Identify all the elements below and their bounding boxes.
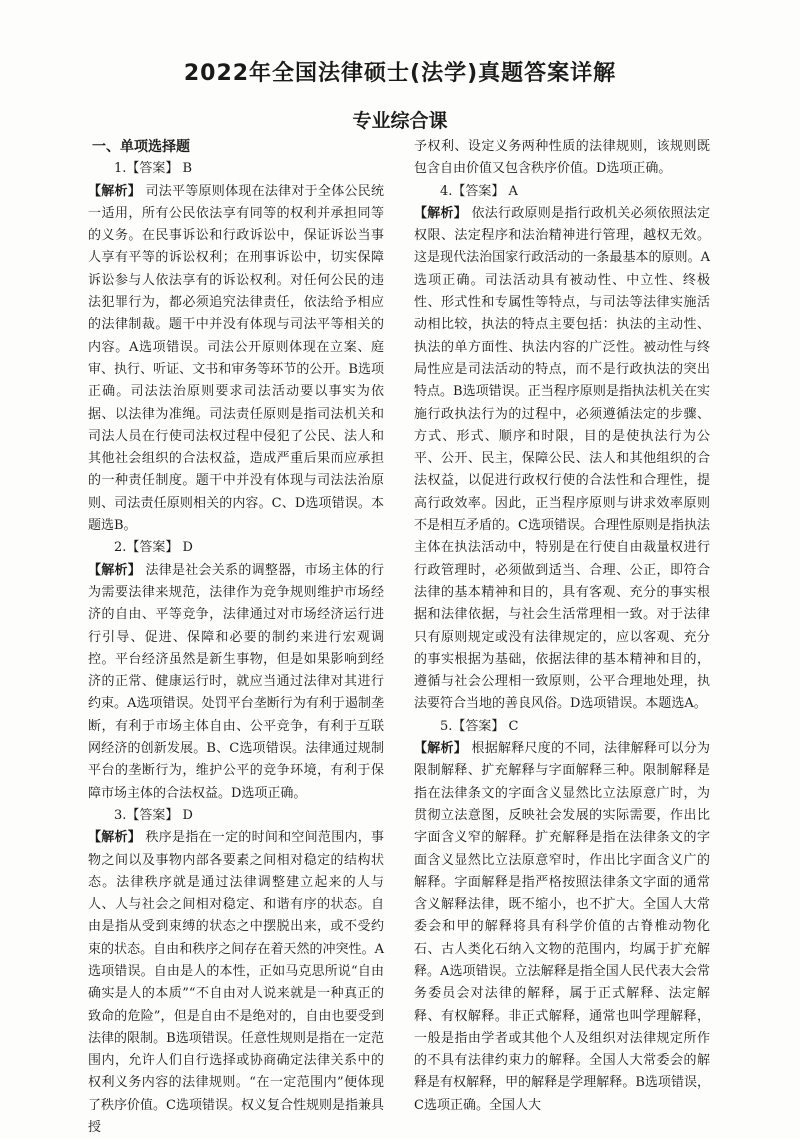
q3-analysis xyxy=(88,827,384,1139)
section-heading: 一、单项选择题 xyxy=(92,139,190,155)
q3-analysis-continued: 予权利、设定义务两种性质的法律规则，该规则既包含自由价值又包含秩序价值。D选项正确。 xyxy=(414,139,710,177)
q2-analysis xyxy=(88,560,384,805)
q4-answer: 4.【答案】 A xyxy=(440,183,518,199)
q1-analysis-text: 司法平等原则体现在法律对于全体公民统一适用，所有公民依法享有同等的权利并承担同等的义务。在民事诉讼和行政诉讼中，保证诉讼当事人享有平等的诉讼权利；在刑事诉讼中，切实保障诉讼参与人依法享有的诉讼权利。对任何公民的违法犯罪行为，都必须追究法律责任，依法给予相应的法律制裁。题干中并没有体现与司法平等相关的内容。A选项错误。司法公开原则体现在立案、庭审、执行、听证、文书和审务等环节的公开。B选项正确。司法法治原则要求司法活动要以事实为依据、以法律为准绳。司法责任原则是指司法机关和司法人员在行使司法权过程中侵犯了公民、法人和其他社会组织的合法权益，造成严重后果而应承担的一种责任制度。题干中并没有体现与司法法治原则、司法责任原则相关的内容。C、D选项错误。本题选B。 xyxy=(88,183,384,534)
q5-analysis-text: 根据解释尺度的不同，法律解释可以分为限制解释、扩充解释与字面解释三种。限制解释是指在法律条文的字面含义显然比立法原意广时，为贯彻立法意图，反映社会发展的实际需要，作出比字面含义窄的解释。扩充解释是指在法律条文的字面含义显然比立法原意窄时，作出比字面含义广的解释。字面解释是指严格按照法律条文字面的通常含义解释法律，既不缩小，也不扩大。全国人大常委会和甲的解释将具有科学价值的古脊椎动物化石、古人类化石纳入文物的范围内，均属于扩充解释。A选项错误。立法解释是指全国人民代表大会常务委员会对法律的解释，属于正式解释、法定解释、有权解释。非正式解释，通常也叫学理解释，一般是指由学者或其他个人及组织对法律规定所作的不具有法律约束力的解释。全国人大常委会的解释是有权解释，甲的解释是学理解释。B选项错误，C选项正确。全国人大 xyxy=(414,741,710,1113)
page-subtitle: 专业综合课 xyxy=(352,110,448,132)
analysis-tag: 【解析】 xyxy=(88,562,142,578)
q3-analysis-text: 秩序是指在一定的时间和空间范围内，事物之间以及事物内部各要素之间相对稳定的结构状态。法律秩序就是通过法律调整建立起来的人与人、人与社会之间相对稳定、和谐有序的状态。自由是指从受到束缚的状态之中摆脱出来，或不受约束的状态。自由和秩序之间存在着天然的冲突性。A选项错误。自由是人的本性，正如马克思所说“自由确实是人的本质”“不自由对人说来就是一种真正的致命的危险”，但是自由不是绝对的，自由也要受到法律的限制。B选项错误。任意性规则是指在一定范围内，允许人们自行选择或协商确定法律关系中的权利义务内容的法律规则。“在一定范围内”便体现了秩序价值。C选项错误。权义复合性规则是指兼具授 xyxy=(88,830,384,1136)
q3-answer: 3.【答案】 D xyxy=(114,807,193,823)
q5-analysis xyxy=(414,738,710,1117)
analysis-tag: 【解析】 xyxy=(88,183,142,199)
left-column xyxy=(88,136,384,1139)
analysis-tag: 【解析】 xyxy=(88,830,142,846)
q1-answer: 1.【答案】 B xyxy=(114,161,193,177)
page-title: 2022年全国法律硕士(法学)真题答案详解 xyxy=(183,61,617,86)
q1-analysis xyxy=(88,181,384,538)
q5-answer: 5.【答案】 C xyxy=(440,718,519,734)
q2-answer: 2.【答案】 D xyxy=(114,540,193,556)
right-column xyxy=(414,136,710,1117)
analysis-tag: 【解析】 xyxy=(414,205,468,221)
q4-analysis xyxy=(414,203,710,716)
analysis-tag: 【解析】 xyxy=(414,741,468,757)
q4-analysis-text: 依法行政原则是指行政机关必须依照法定权限、法定程序和法治精神进行管理，越权无效。这是现代法治国家行政活动的一条最基本的原则。A选项正确。司法活动具有被动性、中立性、终极性、形式性和专属性等特点，与司法等法律实施活动相比较，执法的特点主要包括：执法的主动性、执法的单方面性、执法内容的广泛性。被动性与终局性应是司法活动的特点，而不是行政执法的突出特点。B选项错误。正当程序原则是指执法机关在实施行政执法行为的过程中，必须遵循法定的步骤、方式、形式、顺序和时限，目的是使执法行为公平、公开、民主，保障公民、法人和其他组织的合法权益，以促进行政权行使的合法性和合理性，提高行政效率。因此，正当程序原则与讲求效率原则不是相互矛盾的。C选项错误。合理性原则是指执法主体在执法活动中，特别是在行使自由裁量权进行行政管理时，必须做到适当、合理、公正，即符合法律的基本精神和目的，具有客观、充分的事实根据和法律依据，与社会生活常理相一致。对于法律只有原则规定或没有法律规定的，应以客观、充分的事实根据为基础，依据法律的基本精神和目的，遵循与社会公理相一致原则，公平合理地处理，执法要符合当地的善良风俗。D选项错误。本题选A。 xyxy=(414,205,710,712)
q2-analysis-text: 法律是社会关系的调整器，市场主体的行为需要法律来规范，法律作为竞争规则维护市场经济的自由、平等竞争，法律通过对市场经济运行进行引导、促进、保障和必要的制约来进行宏观调控。平台经济虽然是新生事物，但是如果影响到经济的正常、健康运行时，就应当通过法律对其进行约束。A选项错误。处罚平台垄断行为有利于遏制垄断，有利于市场主体自由、公平竞争，有利于互联网经济的创新发展。B、C选项错误。法律通过规制平台的垄断行为，维护公平的竞争环境，有利于保障市场主体的合法权益。D选项正确。 xyxy=(88,562,384,801)
